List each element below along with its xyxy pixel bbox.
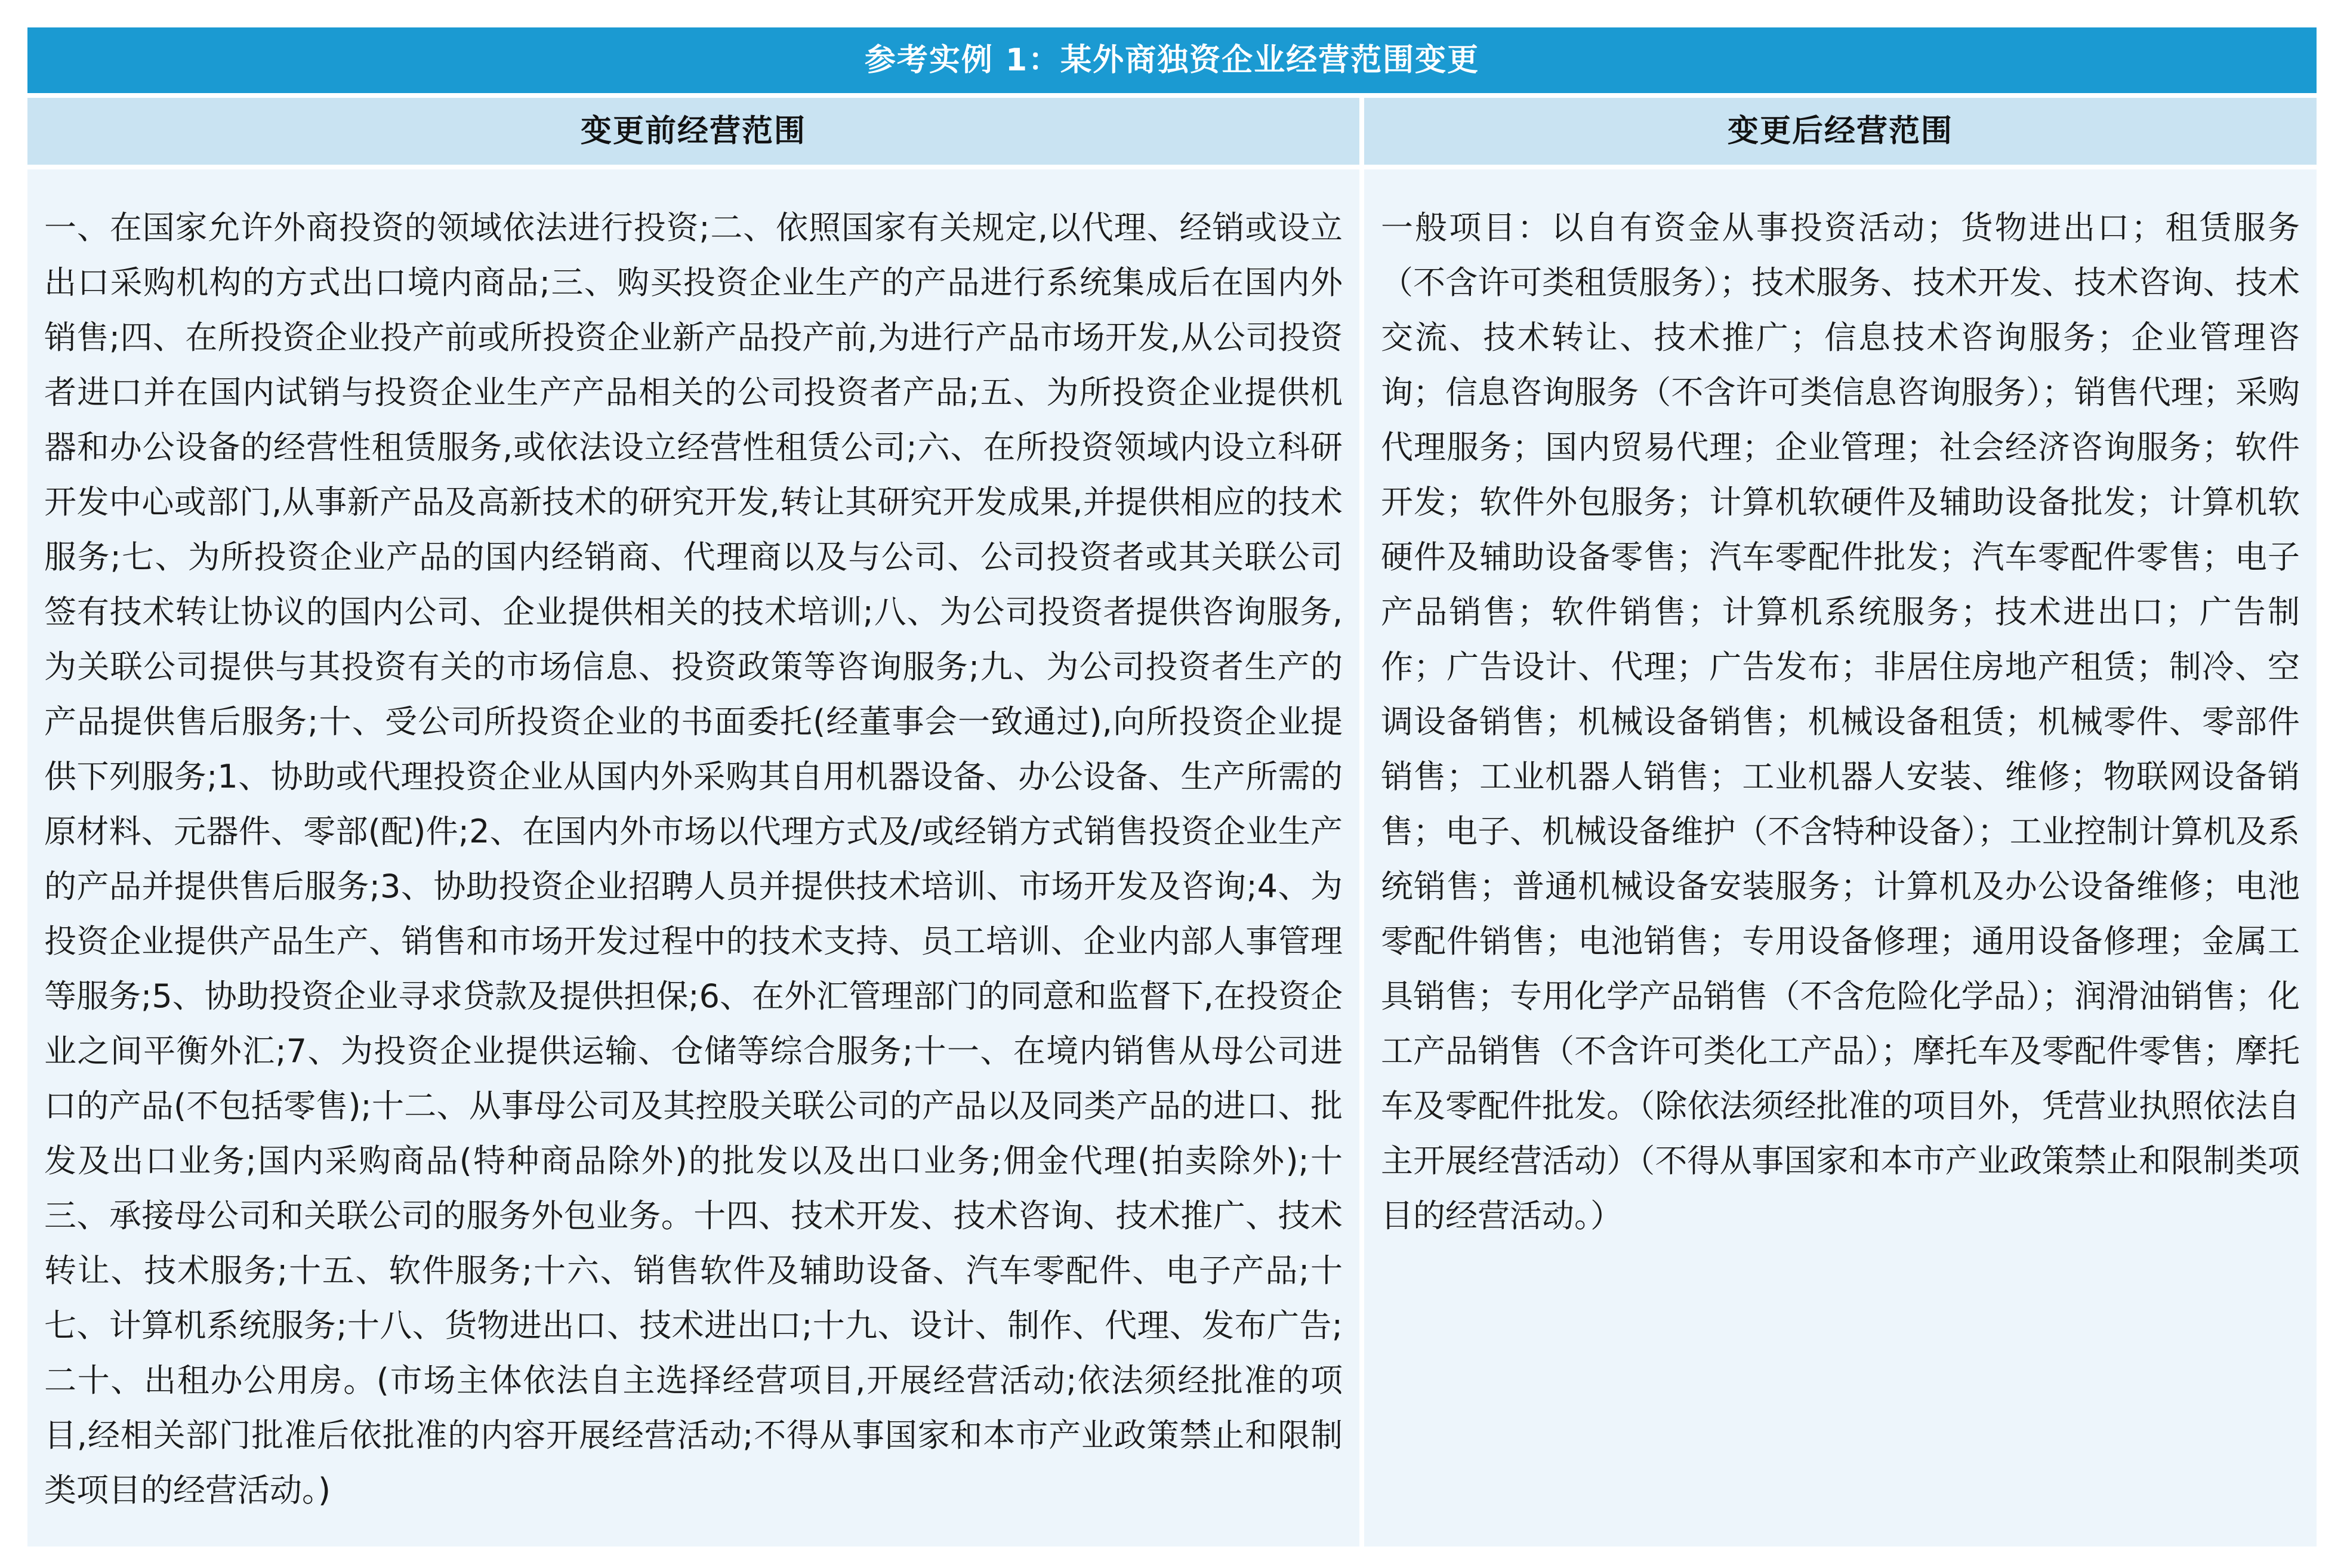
scope-change-table (27, 27, 2317, 1547)
after-scope-text: 一般项目：以自有资金从事投资活动；货物进出口；租赁服务（不含许可类租赁服务）；技术服务、技术开发、技术咨询、技术交流、技术转让、技术推广；信息技术咨询服务；企业管理咨询；信息咨询服务（不含许可类信息咨询服务）；销售代理；采购代理服务；国内贸易代理；企业管理；社会经济咨询服务；软件开发；软件外包服务；计算机软硬件及辅助设备批发；计算机软硬件及辅助设备零售；汽车零配件批发；汽车零配件零售；电子产品销售；软件销售；计算机系统服务；技术进出口；广告制作；广告设计、代理；广告发布；非居住房地产租赁；制冷、空调设备销售；机械设备销售；机械设备租赁；机械零件、零部件销售；工业机器人销售；工业机器人安装、维修；物联网设备销售；电子、机械设备维护（不含特种设备）；工业控制计算机及系统销售；普通机械设备安装服务；计算机及办公设备维修；电池零配件销售；电池销售；专用设备修理；通用设备修理；金属工具销售；专用化学产品销售（不含危险化学品）；润滑油销售；化工产品销售（不含许可类化工产品）；摩托车及零配件零售；摩托车及零配件批发。（除依法须经批准的项目外，凭营业执照依法自主开展经营活动）（不得从事国家和本市产业政策禁止和限制类项目的经营活动。） (1364, 169, 2317, 1547)
after-scope-header: 变更后经营范围 (1364, 98, 2317, 165)
before-scope-header: 变更前经营范围 (27, 98, 1359, 165)
table-header-row (27, 98, 2317, 165)
table-body-row (27, 169, 2317, 1547)
before-scope-text: 一、在国家允许外商投资的领域依法进行投资;二、依照国家有关规定,以代理、经销或设立出口采购机构的方式出口境内商品;三、购买投资企业生产的产品进行系统集成后在国内外销售;四、在所投资企业投产前或所投资企业新产品投产前,为进行产品市场开发,从公司投资者进口并在国内试销与投资企业生产产品相关的公司投资者产品;五、为所投资企业提供机器和办公设备的经营性租赁服务,或依法设立经营性租赁公司;六、在所投资领域内设立科研开发中心或部门,从事新产品及高新技术的研究开发,转让其研究开发成果,并提供相应的技术服务;七、为所投资企业产品的国内经销商、代理商以及与公司、公司投资者或其关联公司签有技术转让协议的国内公司、企业提供相关的技术培训;八、为公司投资者提供咨询服务,为关联公司提供与其投资有关的市场信息、投资政策等咨询服务;九、为公司投资者生产的产品提供售后服务;十、受公司所投资企业的书面委托(经董事会一致通过),向所投资企业提供下列服务;1、协助或代理投资企业从国内外采购其自用机器设备、办公设备、生产所需的原材料、元器件、零部(配)件;2、在国内外市场以代理方式及/或经销方式销售投资企业生产的产品并提供售后服务;3、协助投资企业招聘人员并提供技术培训、市场开发及咨询;4、为投资企业提供产品生产、销售和市场开发过程中的技术支持、员工培训、企业内部人事管理等服务;5、协助投资企业寻求贷款及提供担保;6、在外汇管理部门的同意和监督下,在投资企业之间平衡外汇;7、为投资企业提供运输、仓储等综合服务;十一、在境内销售从母公司进口的产品(不包括零售);十二、从事母公司及其控股关联公司的产品以及同类产品的进口、批发及出口业务;国内采购商品(特种商品除外)的批发以及出口业务;佣金代理(拍卖除外);十三、承接母公司和关联公司的服务外包业务。十四、技术开发、技术咨询、技术推广、技术转让、技术服务;十五、软件服务;十六、销售软件及辅助设备、汽车零配件、电子产品;十七、计算机系统服务;十八、货物进出口、技术进出口;十九、设计、制作、代理、发布广告;二十、出租办公用房。(市场主体依法自主选择经营项目,开展经营活动;依法须经批准的项目,经相关部门批准后依批准的内容开展经营活动;不得从事国家和本市产业政策禁止和限制类项目的经营活动。) (27, 169, 1359, 1547)
table-title: 参考实例 1：某外商独资企业经营范围变更 (27, 27, 2317, 93)
